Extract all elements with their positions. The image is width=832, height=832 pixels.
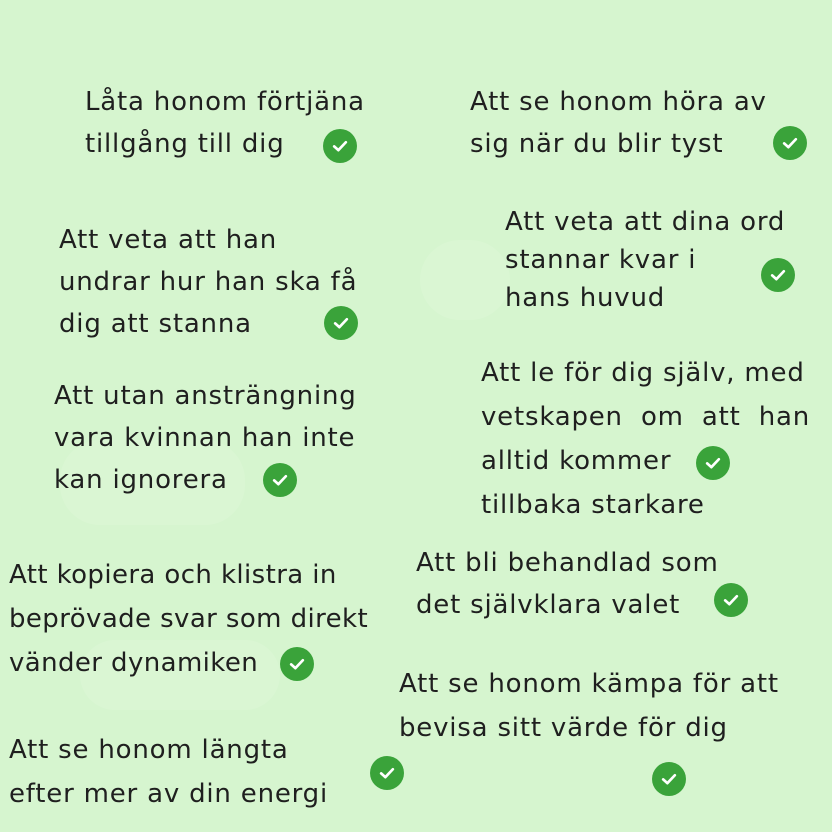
check-circle-icon (761, 258, 795, 292)
item-text-line: vara kvinnan han inte (54, 423, 356, 453)
check-circle-icon (280, 647, 314, 681)
checklist-item (399, 662, 779, 750)
item-text-line: alltid kommer (481, 446, 672, 476)
checklist-item (481, 351, 810, 527)
item-text-line: Att se honom kämpa för att (399, 669, 779, 699)
checklist-item (9, 728, 328, 816)
background-blob (420, 240, 510, 320)
check-circle-icon (324, 306, 358, 340)
checklist-item (54, 375, 357, 501)
item-text-line: Att kopiera och klistra in (9, 560, 337, 590)
item-text-line: efter mer av din energi (9, 779, 328, 809)
check-circle-icon (652, 762, 686, 796)
checklist-item (9, 553, 368, 685)
checklist-item (85, 81, 365, 165)
item-text-line: Att bli behandlad som (416, 548, 719, 578)
check-circle-icon (773, 126, 807, 160)
checklist-item (470, 81, 767, 165)
item-text-line: Låta honom förtjäna (85, 87, 365, 117)
check-circle-icon (323, 129, 357, 163)
checklist-item (505, 203, 785, 317)
checklist-item (59, 219, 357, 345)
check-circle-icon (714, 583, 748, 617)
item-text-line: hans huvud (505, 283, 666, 313)
item-text-line: sig när du blir tyst (470, 129, 724, 159)
item-text-line: det självklara valet (416, 590, 681, 620)
item-text-line: tillbaka starkare (481, 490, 705, 520)
item-text-line: tillgång till dig (85, 129, 285, 159)
item-text-line: Att utan ansträngning (54, 381, 357, 411)
item-text-line: Att veta att han (59, 225, 278, 255)
item-text-line: kan ignorera (54, 465, 228, 495)
checklist-item (416, 542, 719, 626)
item-text-line: vänder dynamiken (9, 648, 259, 678)
item-text-line: Att veta att dina ord (505, 207, 786, 237)
item-text-line: beprövade svar som direkt (9, 604, 369, 634)
item-text-line: Att le för dig själv, med (481, 358, 805, 388)
check-circle-icon (263, 463, 297, 497)
check-circle-icon (370, 756, 404, 790)
item-text-line: undrar hur han ska få (59, 267, 358, 297)
item-text-line: dig att stanna (59, 309, 252, 339)
item-text-line: vetskapen om att han (481, 402, 811, 432)
item-text-line: stannar kvar i (505, 245, 697, 275)
item-text-line: bevisa sitt värde för dig (399, 713, 728, 743)
item-text-line: Att se honom höra av (470, 87, 767, 117)
item-text-line: Att se honom längta (9, 735, 289, 765)
check-circle-icon (696, 446, 730, 480)
